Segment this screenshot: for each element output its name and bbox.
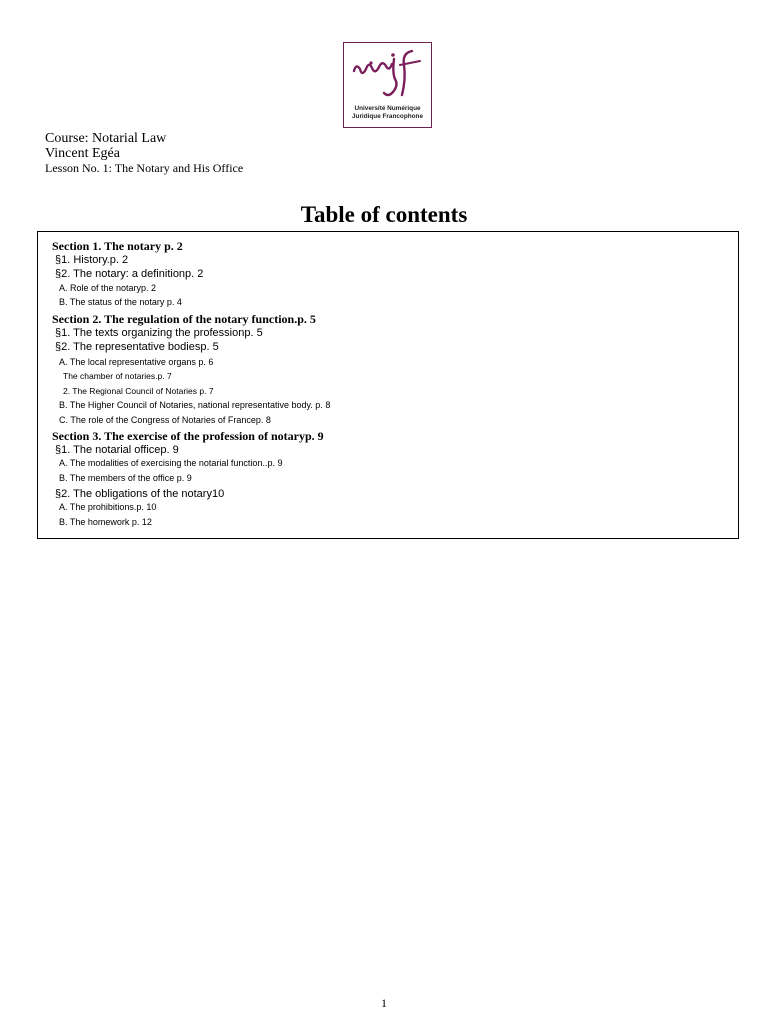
- table-of-contents: [37, 231, 739, 539]
- unjf-logo-mark-icon: [344, 43, 431, 103]
- toc-entry-section: Section 1. The notary p. 2: [52, 239, 183, 253]
- course-info: [45, 131, 243, 175]
- toc-entry-para: §2. The obligations of the notary10: [55, 488, 225, 500]
- toc-entry-sub: A. Role of the notaryp. 2: [59, 283, 157, 293]
- logo-text-line1: Université Numérique: [354, 105, 421, 112]
- toc-entry-sub: B. The status of the notary p. 4: [59, 297, 182, 307]
- toc-entry-subsub: 2. The Regional Council of Notaries p. 7: [63, 386, 214, 396]
- toc-entry-para: §1. The texts organizing the professionp. 5: [55, 327, 263, 339]
- toc-entry-sub: B. The members of the office p. 9: [59, 473, 192, 483]
- toc-entry-subsub: The chamber of notaries.p. 7: [63, 371, 172, 381]
- logo-text-line2: Juridique Francophone: [351, 113, 423, 120]
- page-number: 1: [381, 996, 387, 1010]
- toc-entry-section: Section 2. The regulation of the notary function.p. 5: [52, 312, 316, 326]
- toc-entry-para: §2. The notary: a definitionp. 2: [55, 268, 204, 280]
- toc-entry-sub: B. The homework p. 12: [59, 517, 152, 527]
- toc-entry-sub: B. The Higher Council of Notaries, national representative body. p. 8: [59, 400, 331, 410]
- toc-entry-sub: A. The modalities of exercising the notarial function..p. 9: [59, 458, 283, 468]
- toc-entry-sub: A. The prohibitions.p. 10: [59, 502, 157, 512]
- toc-entry-section: Section 3. The exercise of the profession of notaryp. 9: [52, 429, 324, 443]
- course-author: Vincent Egéa: [45, 146, 120, 161]
- lesson-title: Lesson No. 1: The Notary and His Office: [45, 161, 244, 175]
- course-title: Course: Notarial Law: [45, 131, 167, 146]
- toc-entry-para: §1. History.p. 2: [55, 254, 129, 266]
- university-logo: [343, 42, 432, 128]
- toc-entry-sub: C. The role of the Congress of Notaries of Francep. 8: [59, 415, 271, 425]
- toc-entry-sub: A. The local representative organs p. 6: [59, 357, 214, 367]
- toc-heading: Table of contents: [300, 202, 468, 227]
- toc-entry-para: §1. The notarial officep. 9: [55, 444, 179, 456]
- toc-entry-para: §2. The representative bodiesp. 5: [55, 341, 219, 353]
